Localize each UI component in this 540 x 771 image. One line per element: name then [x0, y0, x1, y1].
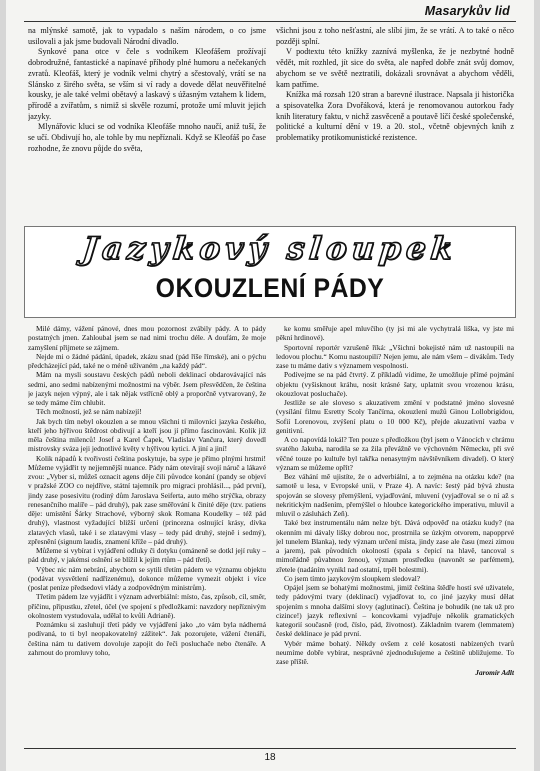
paragraph: Těch možností, jež se nám nabízejí! — [36, 407, 142, 417]
paragraph: Jestliže se ale slovesо s akuzativem změní v podstatné jméno slovesné (vysílání filmu Esretty Scoly Tančírna, okouzlení mužů Ginou Lollobrigidou, Sofií Lorenovou, zvýšení platu o 10 000 Kč), přejde akuzativní vazba v genitivní. — [276, 398, 514, 435]
footer-divider — [24, 748, 516, 749]
paragraph: Nejde mi o žádné pádání, úpadek, zkázu snad (pád říše římské), ani o pýchu předcházející pád, také ne o méně užívaném „na každý pád“. — [28, 351, 266, 370]
paragraph: Výbec nic nám nebrání, abychom se sytili třetím pádem ve významu objektu (podávat vysvětlení nadřízenému), dokonce můžeme vymezit objekt i více (poslat peníze předsedovi vlády a zodpovědným ministrům). — [28, 564, 266, 592]
paragraph: Můžeme si vybírat i vyjádření odluky či dotyku (ománeně se dotkl její ruky – pád druhý, v jakémsi oslnění se blížil k jejím rtům – pád třetí). — [28, 546, 266, 565]
paragraph: Co jsem tímto jazykovým sloupkem sledoval? — [284, 573, 421, 583]
paragraph: všichni jsou z toho nešťastní, ale slíbí jim, že se vrátí. A to také o něco později splní. — [276, 26, 514, 46]
book-review-continuation — [28, 26, 514, 218]
magazine-page — [6, 0, 534, 771]
article-headline: OKOUZLENÍ PÁDY — [155, 273, 385, 303]
paragraph: A co napovídá lokál? Ten pouze s předložkou (byl jsem o Vánocích v chrámu svatého Jakuba, narodila se za žila převážně ve výchovném Německu, při své věčné touze po kultuře byl takřka nenasytným návštěvníkem divadel). O který význam se můžeme opřít? — [276, 435, 514, 472]
paragraph: Synkové pana otce v čele s vodníkem Kleofášem prožívají dobrodružné, fantastické a napínavé příhody plné humoru a nečekaných zvratů. Kleofáš, který je vodník velmi chytrý a sčestovalý, vrátí se na Slánsko z širého světa, se vším si ví rady a dovede dělat neuvěřitelné kousky, je ale také velmi obětavý a laskavý s úžasným vztahem k lidem, přírodě a zvířatům, s nimiž si skvěle rozumí, protože umí mluvit jejich jazyky. — [28, 47, 266, 121]
header-divider — [24, 21, 516, 22]
paragraph: Milé dámy, vážení pánové, dnes mou pozornost zvábily pády. A to pády postatných jmen. Zahloubal jsem se nad nimi trochu déle. A doufám, že moje zamyšlení přijmete se zájmem. — [28, 324, 266, 352]
paragraph: Vybér máme bohatý. Někdy ovšem z celé kosatosti nabízených tvarů neumíme dobře vybírat, nesprávné zjednodušujeme a češtině ubližujeme. To zase příště. — [276, 638, 514, 666]
paragraph: Kolik nápadů k tvořivosti čeština poskytuje, ba sype je přímo plnými hrstmi! Můžeme vyjádřit ty nejjemnější nuance. Pády nám otevírají svojí náruč a lákavé zvou: „Vyber si, můžeš oznacit agens děje čili původce konání (pandy se objeví v pražské ZOO co nejdříve, státní tajemník pro migraci prohlásil..., pád první), jindy zase posesivitu (rodiný dům Jaroslava Seiferta, auto mého strýčka, obrazy renesančního malíře – pád druhý), pak zase směřování k činité děje (tzv. patiens děje: umístění Šárky Strachové, výborný skok Romana Koudelky – též pád druhý), vlastnost vyžadující bližší určení (princezna oslnující krásy, dívka zlatavých vlasů, také i se zlatavými vlasy – tedy pád druhý, stejně i sedmý), zpřesnění (signum laudis, znamení kříže – pád druhý). — [28, 453, 266, 546]
paragraph: Sportovní reportér vzrušeně říká: „Všichni bokejisté nám už nastoupili na ledovou plochu.“ Komu nastoupili? Nejen jemu, ale nám všem – divákům. Tedy zase tu máme dativ s významem vespolnosti. — [276, 342, 514, 370]
author-signature: Jaromír Adlt — [475, 668, 514, 678]
paragraph: Mám na mysli soustavu českých pádů neboli deklinací obdarovávající nás sedmi, ano sedmi nabízenými možnostmi na výběr. Jsem přesvědčen, že čeština je jazyk nejen výpný, ale i tak nějak vstřícně oblý a proporčně vytvarovaný, že se tedy máme čím chlubit. — [28, 370, 266, 407]
article-body — [28, 324, 514, 742]
paragraph: Podívejme se na pád čtvrtý. Z příkladů vidíme, že umožňuje přímé pojmání objektu (vyšisknout kráhu, nosit krásné šaty, uplatnit svou vrozenou krásu, okouzlovat posluchače). — [276, 370, 514, 398]
article-left-column — [28, 324, 266, 742]
paragraph: na mlýnské samotě, jak to vypadalo s naším národem, o co jsme usilovali a jak jsme budovali Národní divadlo. — [28, 26, 266, 46]
paragraph: V podtextu této knížky zaznívá myšlenka, že je nezbytné hodně vědět, mít rozhled, jít sice do světa, ale napřed dobře znát svůj domov, abychom se ve světě neztratili, dokázali srovnávat a abychom věděli, kam patříme. — [276, 47, 514, 89]
paragraph: Mlynářovic kluci se od vodníka Kleofáše mnoho naučí, aniž tuší, že se učí. Obdivují ho, ale tohle by mu nepříznali. Když se Kleofáš po čase rozhodne, že znovu půjde do světa, — [28, 122, 266, 153]
paragraph: Třetím pádem lze vyjádřit i význam adverbiální: místo, čas, způsob, cíl, směr, příčinu, připustku, zřetel, účel (ve spojení s předložkami: navzdory nepříznivým okolnostem vystudovala, udělal to kvůli Adrianě). — [28, 592, 266, 620]
article-right-column — [276, 324, 514, 742]
paragraph: Opájel jsem se bohatými možnostmi, jimiž čeština štědře hostí své uživatele, tedy pádovými tvary (deklinací) vyjadřovat to, co jiné jazyky musí dělat spojením s mnoha dalšími slovy (aglutinací). Čeština je bohudík (ne tak už pro cizince!) jazyk reflexivní – koncovkami vyjadřuje několik gramatických kategorií současně (rod, číslo, pád, životnost). Základním tvarem (lemmatem) české deklinace je pád první. — [276, 583, 514, 639]
paragraph: Poznámku si zasluhují třetí pády ve vyjádření jako „to vám byla nádherná podívaná, to ti byl neopakovatelný zážitek“. Jak pozorujete, vážení čtenáři, čeština nám tu dativem dovoluje zapojit do řeči posluchače nebo čtenáře. A zahrnout do promluvy toho, — [28, 620, 266, 657]
top-right-column — [276, 26, 514, 218]
magazine-title: Masarykův lid — [424, 4, 510, 18]
column-banner — [24, 226, 516, 318]
paragraph: ke komu směřuje apel mluvčího (ty jsi mi ale vychytralá liška, vy jste mi pěkní hrdinové). — [276, 324, 514, 343]
page-number: 18 — [264, 752, 276, 763]
paragraph: Bez váhání mě ujistíte, že o adverbiální, a to zejména na otázku kde? (na samotě u lesa, v Evropské unii, v Praze 4). A navíc: šestý pád bývá zhusta spojován se slovesy přemýšlení, vyjadřování, mluvení (vyjadřoval se o ní až s nekritickým nadšením, přemýšlel o hloubce kategorického imperativu, mluvil a mluvil o zásluhách Zeň). — [276, 472, 514, 518]
paragraph: Jak bych tím nebyl okouzlen a se mnou všichni ti milovníci jazyka českého, kteří jeho hýřivou štědrost obdivují a kteří jsou jí přímo fascinováni. Kolik již měla čeština milenců! Josef a Karel Čapek, Vladislav Vančura, který dovedl mistrovsky sváza jeji jednotlivé květy v hýřivou kytici. A jiní a jiní! — [28, 416, 266, 454]
top-left-column — [28, 26, 266, 218]
column-title: Jazykový sloupek — [80, 231, 460, 267]
paragraph: Knížka má rozsah 120 stran a barevné ilustrace. Napsala ji historička a spisovatelka Zora Dvořáková, která je renomovanou autorkou řady knih literatury faktu, v nichž zasvěceně a poutavě líčí české společenské, politické a kulturní dění v 19. a 20. stol., včetně objevných knih z problematiky protikomunistické rezistence. — [276, 90, 514, 143]
paragraph: Také bez instrumentálu nám nelze být. Dává odpověď na otázku kudy? (na okenním mi dávaly lišky dobrou noc, prostrnila se úzkým otvorem, napopprvé jel tunelem Blanka), tedy význam určení místa, jindy zase ale času (mezi zimou a jarem), pak původních okolností (spala s čepicí na hlavě, tancoval s mimořádně půvabnou ženou), význam prostředku (navonět se parfémem), zřetele (nadáním vynikl nad ostatní, trpěl bolestmi). — [276, 518, 514, 574]
